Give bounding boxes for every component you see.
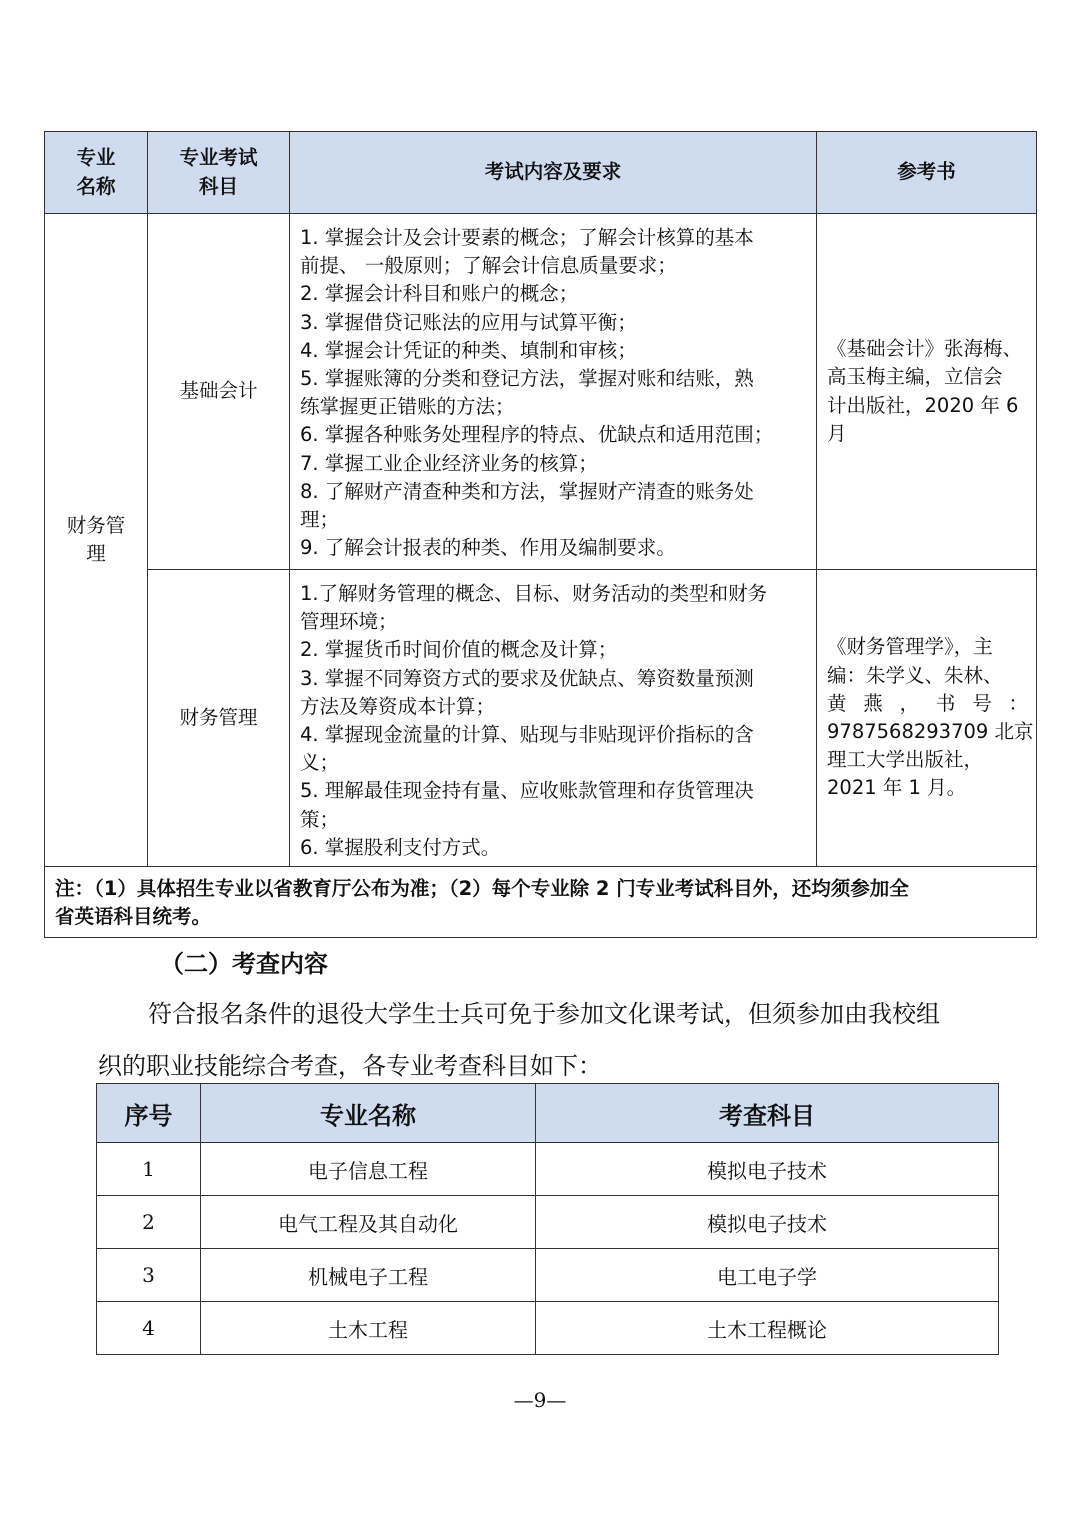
row-subject: 电工电子学 [536, 1249, 999, 1302]
content-line: 2. 掌握货币时间价值的概念及计算； [300, 638, 618, 662]
content-line: 5. 理解最佳现金持有量、应收账款管理和存货管理决 [300, 779, 754, 803]
content-line: 4. 掌握现金流量的计算、贴现与非贴现评价指标的含 [300, 723, 754, 747]
content-line: 3. 掌握不同筹资方式的要求及优缺点、筹资数量预测 [300, 666, 754, 690]
major-cell: 财务管 理 [45, 214, 148, 867]
header-content: 考试内容及要求 [290, 132, 817, 214]
row-index: 4 [97, 1302, 201, 1355]
content-line: 1. 掌握会计及会计要素的概念；了解会计核算的基本 [300, 226, 754, 249]
section-title: （二）考查内容 [160, 950, 328, 978]
content-line: 练掌握更正错账的方法； [300, 395, 515, 419]
row-index: 1 [97, 1143, 201, 1196]
content-line: 管理环境； [300, 610, 398, 634]
header-assessment-subject: 考查科目 [536, 1084, 999, 1143]
table-row [45, 570, 1037, 867]
header-major-name: 专业名称 [201, 1084, 536, 1143]
header-major-name: 专业 名称 [45, 132, 148, 214]
content-line: 9. 了解会计报表的种类、作用及编制要求。 [300, 536, 676, 560]
assessment-subjects-table [96, 1083, 999, 1355]
subject-cell: 基础会计 [148, 214, 290, 570]
header-subject: 专业考试 科目 [148, 132, 290, 214]
content-line: 4. 掌握会计凭证的种类、填制和审核； [300, 338, 637, 362]
content-line: 3. 掌握借贷记账法的应用与试算平衡； [300, 310, 637, 334]
content-line: 5. 掌握账簿的分类和登记方法，掌握对账和结账，熟 [300, 367, 754, 391]
table-header-row [97, 1084, 999, 1143]
row-major: 土木工程 [201, 1302, 536, 1355]
table-header-row [45, 132, 1037, 214]
content-line: 前提、 一般原则；了解会计信息质量要求； [300, 254, 677, 278]
intro-paragraph-line: 织的职业技能综合考查，各专业考查科目如下： [98, 1052, 602, 1080]
subject-cell: 财务管理 [148, 570, 290, 867]
table-row [97, 1302, 999, 1355]
row-index: 3 [97, 1249, 201, 1302]
content-line: 策； [300, 807, 340, 831]
content-line: 6. 掌握股利支付方式。 [300, 835, 501, 859]
header-index: 序号 [97, 1084, 201, 1143]
page-number: —9— [513, 1388, 567, 1412]
table-row [97, 1143, 999, 1196]
content-cell [290, 570, 817, 867]
book-cell: 《基础会计》张海梅、 高玉梅主编，立信会 计出版社，2020 年 6 月 [817, 214, 1037, 570]
row-index: 2 [97, 1196, 201, 1249]
table-row [97, 1196, 999, 1249]
row-major: 机械电子工程 [201, 1249, 536, 1302]
content-line: 义； [300, 751, 340, 775]
content-line: 1.了解财务管理的概念、目标、财务活动的类型和财务 [300, 582, 768, 605]
row-subject: 模拟电子技术 [536, 1196, 999, 1249]
content-line: 理； [300, 508, 340, 532]
table-row [45, 214, 1037, 570]
row-major: 电气工程及其自动化 [201, 1196, 536, 1249]
content-line: 方法及筹资成本计算； [300, 694, 496, 718]
exam-content-table [44, 131, 1037, 938]
note-cell: 注：（1）具体招生专业以省教育厅公布为准；（2）每个专业除 2 门专业考试科目外，还均须参加全 省英语科目统考。 [45, 867, 1037, 938]
content-cell [290, 214, 817, 570]
row-subject: 土木工程概论 [536, 1302, 999, 1355]
book-cell: 《财务管理学》，主 编：朱学义、朱林、 黄 燕 ， 书 号 ： 9787568293709 北京 理工大学出版社， 2021 年 1 月。 [817, 570, 1037, 867]
row-major: 电子信息工程 [201, 1143, 536, 1196]
content-line: 8. 了解财产清查种类和方法，掌握财产清查的账务处 [300, 479, 754, 503]
content-line: 6. 掌握各种账务处理程序的特点、优缺点和适用范围； [300, 423, 774, 447]
header-book: 参考书 [817, 132, 1037, 214]
note-row [45, 867, 1037, 938]
intro-paragraph-line: 符合报名条件的退役大学生士兵可免于参加文化课考试，但须参加由我校组 [148, 1000, 940, 1028]
content-line: 2. 掌握会计科目和账户的概念； [300, 282, 579, 306]
row-subject: 模拟电子技术 [536, 1143, 999, 1196]
table-row [97, 1249, 999, 1302]
content-line: 7. 掌握工业企业经济业务的核算； [300, 451, 598, 475]
